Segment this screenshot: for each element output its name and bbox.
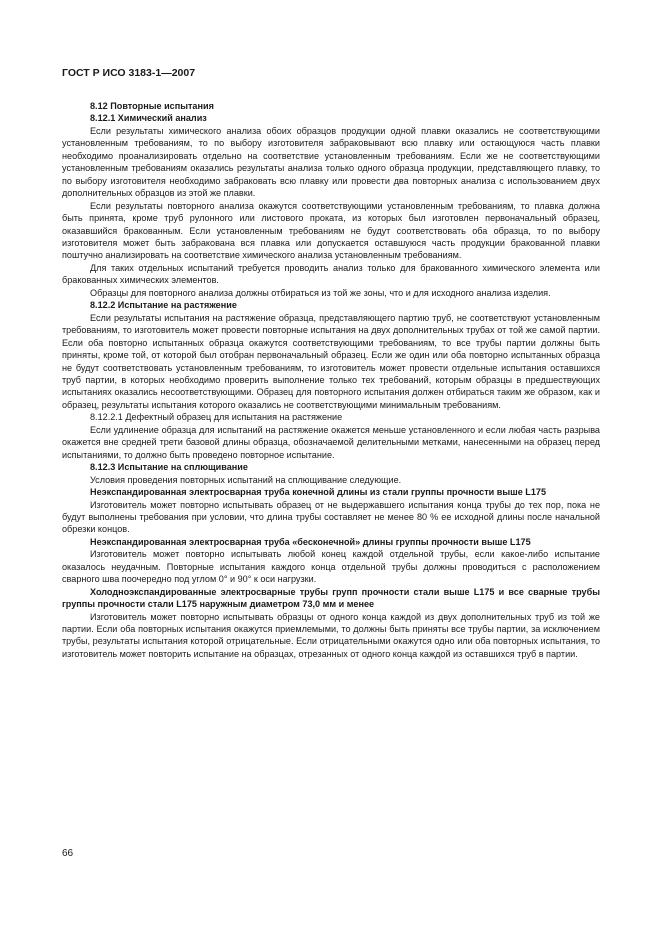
paragraph: Если результаты испытания на растяжение образца, представляющего партию труб, не соответствуют установленным требованиям, то изготовитель может провести повторные испытания на двух дополнительных трубах от той же самой партии. Если оба повторно испытанных образца окажутся соответствующими требованиям, то все трубы партии должны быть приняты, кроме той, от которой был отобран первоначальный образец. Если же один или оба повторно испытанных образца не будут соответствовать установленным требованиям, то изготовитель может провести отдельные испытания оставшихся труб партии, в которых необходимо проверить выполнение только тех требований, которым образцы в предшествующих испытаниях оказались несоответствующими. Образец для повторного испытания должен отбираться таким же образом, как и образец, результаты испытания которого оказались не соответствующими минимальным требованиям.: [62, 312, 600, 410]
paragraph: Образцы для повторного анализа должны отбираться из той же зоны, что и для исходного анализа изделия.: [90, 287, 551, 298]
bold-subheading: Неэкспандированная электросварная труба конечной длины из стали группы прочности выше L175: [90, 487, 547, 498]
paragraph: Если результаты повторного анализа окажутся соответствующими установленным требованиям, то плавка должна быть принята, кроме труб рулонного или листового проката, из которых был изготовлен первоначальный образец, оказавшийся бракованным. Если установленным требованиям не будут соответствовать оба образца, то по выбору изготовителя может быть забракована вся плавка или допускается оставшуюся часть продукции бракованной плавки поштучно анализировать на соответствие химического анализа установленным требованиям.: [62, 200, 600, 261]
page-number: 66: [62, 848, 74, 859]
paragraph: Условия проведения повторных испытаний на сплющивание следующие.: [90, 474, 402, 485]
paragraph: Изготовитель может повторно испытывать образец от не выдержавшего испытания конца трубы до тех пор, пока не будут выполнены требования при условии, что длина трубы составляет не менее 80 % ее исходной длины после начальной обрезки концов.: [62, 499, 600, 535]
bold-subheading: Холодноэкспандированные электросварные трубы групп прочности стали выше L175 и все сварные трубы группы прочности стали L175 наружным диаметром 73,0 мм и менее: [62, 586, 600, 610]
section-heading: 8.12.2 Испытание на растяжение: [90, 300, 237, 311]
paragraph: Изготовитель может повторно испытывать образцы от одного конца каждой из двух дополнительных труб из той же партии. Если оба повторных испытания окажутся приемлемыми, то должны быть приняты все трубы партии, за исключением трубы, результаты испытания которой отрицательные. Если отрицательными окажутся одно или оба повторных испытания, то изготовитель может повторить испытание на образцах, отрезанных от одного конца каждой из оставшихся труб в партии.: [62, 611, 600, 659]
document-body: [62, 100, 600, 660]
page-header: ГОСТ Р ИСО 3183-1—2007: [62, 67, 196, 79]
paragraph: Для таких отдельных испытаний требуется проводить анализ только для бракованного химического элемента или бракованных химических элементов.: [62, 262, 600, 286]
bold-subheading: Неэкспандированная электросварная труба «бесконечной» длины группы прочности выше L175: [90, 536, 531, 547]
paragraph: Если удлинение образца для испытаний на растяжение окажется меньше установленного и если любая часть разрыва окажется вне средней трети базовой длины образца, обозначаемой делительными метками, нанесенными на образец перед испытаниями, то должно быть проведено повторное испытание.: [62, 424, 600, 460]
section-heading: 8.12.3 Испытание на сплющивание: [90, 462, 248, 473]
paragraph: Изготовитель может повторно испытывать любой конец каждой отдельной трубы, если какое-либо испытание оказалось неудачным. Повторные испытания каждого конца отдельной трубы должны проводиться с расположением сварного шва поочередно под углом 0° и 90° к оси нагрузки.: [62, 549, 600, 585]
section-heading: 8.12.1 Химический анализ: [90, 113, 207, 124]
section-heading: 8.12 Повторные испытания: [90, 101, 214, 111]
subsection-title: 8.12.2.1 Дефектный образец для испытания на растяжение: [90, 412, 343, 423]
paragraph: Если результаты химического анализа обоих образцов продукции одной плавки оказались не соответствующими установленным требованиям, то по выбору изготовителя забраковывают всю плавку или остающуюся часть плавки необходимо проанализировать отдельно на соответствие установленным требованиям. Если же не соответствующими установленным требованиям оказались результаты анализа только одного образца продукции, представляющего плавку, то по выбору изготовителя необходимо забраковать всю плавку или провести два повторных анализа с использованием двух дополнительных образцов из этой же плавки.: [62, 125, 600, 199]
